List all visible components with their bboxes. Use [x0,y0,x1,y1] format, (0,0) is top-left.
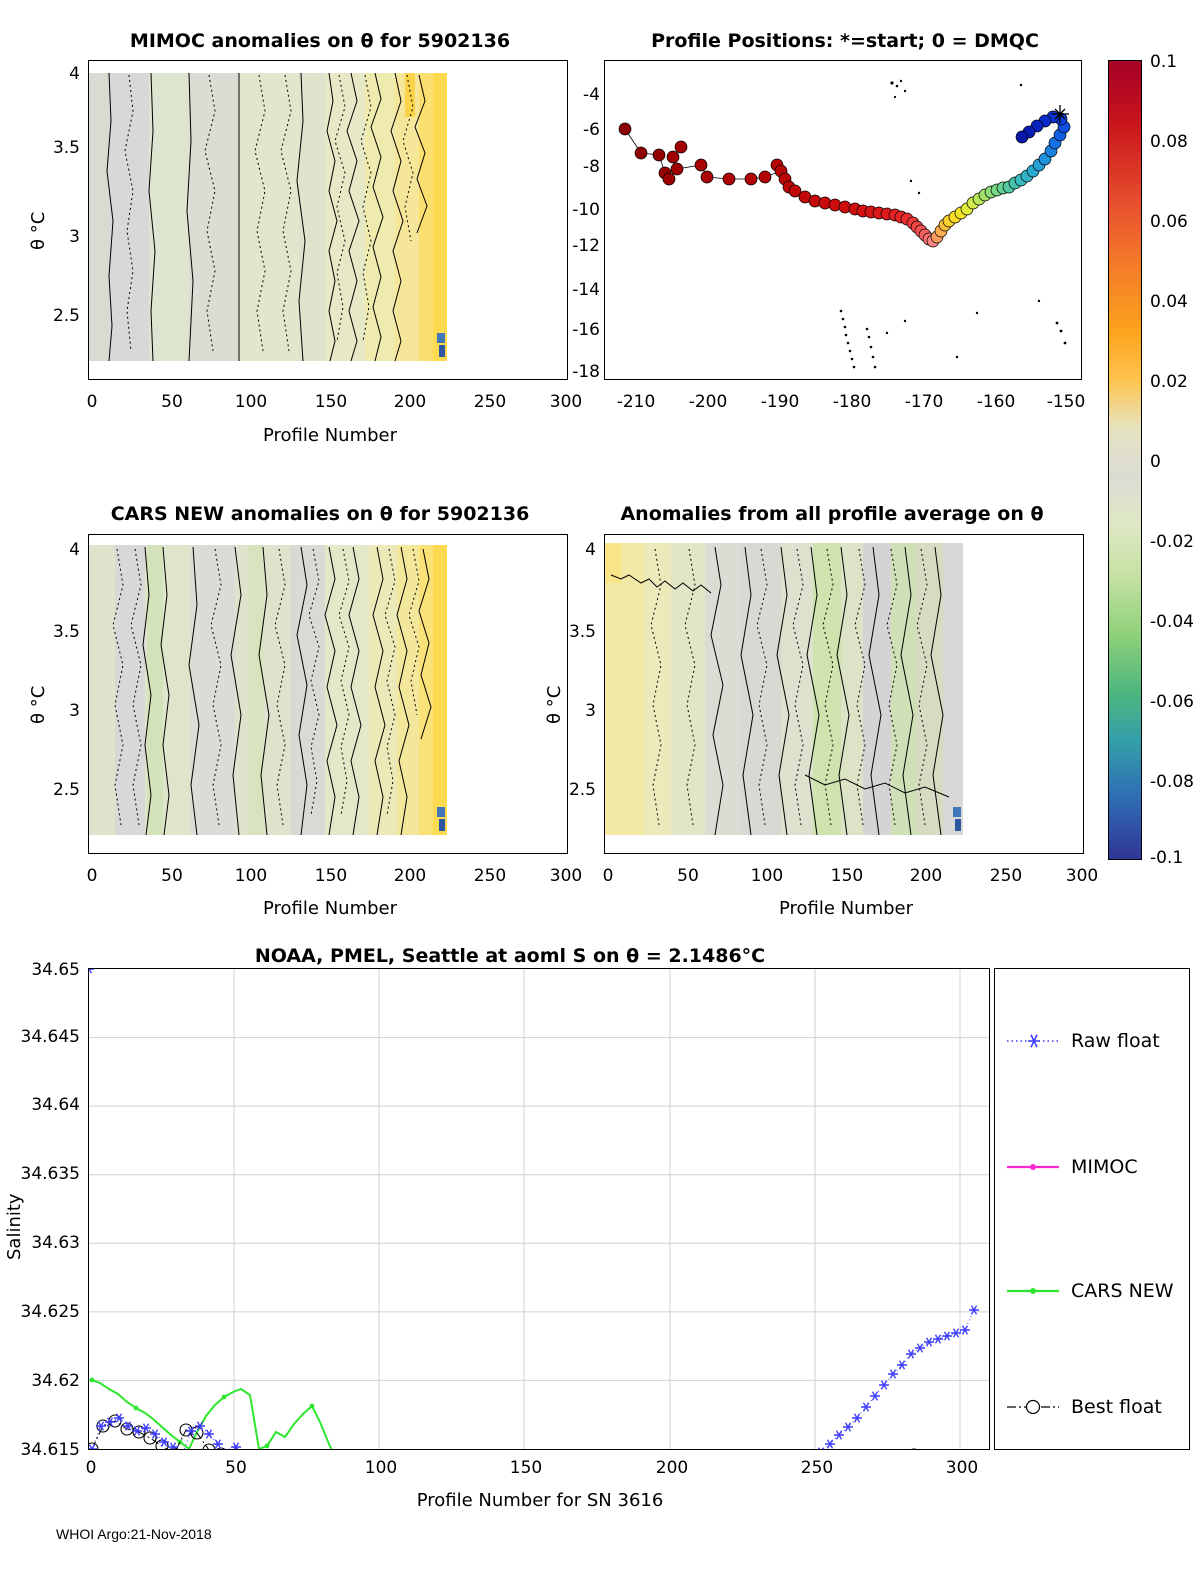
positions-plot-svg [605,61,1081,379]
salinity-ytick-34.62: 34.62 [31,1371,80,1391]
colorbar-tick-0.08: 0.08 [1150,132,1188,152]
cars-xtick-0: 0 [86,866,98,886]
mimoc-ytick-3: 3 [69,227,80,247]
salinity-axes [88,968,990,1450]
cars-xtick-50: 50 [161,866,183,886]
cars-ytick-3.5: 3.5 [52,622,80,642]
colorbar-tick-0.04: 0.04 [1150,292,1188,312]
colorbar-tick--0.02: -0.02 [1150,532,1194,552]
allprof-title: Anomalies from all profile average on θ [620,503,1044,525]
allprof-xtick-50: 50 [677,866,699,886]
positions-axes [604,60,1082,380]
cars-ytick-4: 4 [69,540,80,560]
allprof-xlabel: Profile Number [779,898,913,919]
salinity-ytick-34.615: 34.615 [20,1440,80,1460]
salinity-xlabel: Profile Number for SN 3616 [416,1490,664,1511]
colorbar-tick--0.04: -0.04 [1150,612,1194,632]
colorbar-tick-0.1: 0.1 [1150,52,1178,72]
positions-title: Profile Positions: *=start; 0 = DMQC [651,30,1039,52]
colorbar-gradient [1109,61,1141,859]
allprof-ytick-2.5: 2.5 [568,780,596,800]
mimoc-xtick-200: 200 [393,392,427,412]
salinity-xtick-150: 150 [509,1458,543,1478]
colorbar-tick-0.06: 0.06 [1150,212,1188,232]
positions-ytick--6: -6 [583,120,600,140]
cars-xtick-150: 150 [314,866,348,886]
colorbar-tick--0.1: -0.1 [1150,848,1184,868]
cars-ylabel: θ °C [28,685,49,724]
allprof-plot-svg [605,535,1083,853]
allprof-ytick-3.5: 3.5 [568,622,596,642]
legend-label-raw-float: Raw float [1071,1030,1160,1052]
allprof-ytick-4: 4 [585,540,596,560]
mimoc-plot-svg [89,61,567,379]
colorbar-tick-0: 0 [1150,452,1161,472]
positions-xtick--200: -200 [688,392,728,412]
positions-xtick--160: -160 [976,392,1016,412]
positions-xtick--170: -170 [904,392,944,412]
cars-axes [88,534,568,854]
mimoc-ytick-3.5: 3.5 [52,138,80,158]
positions-ytick--10: -10 [572,200,600,220]
colorbar-tick--0.06: -0.06 [1150,692,1194,712]
salinity-xtick-300: 300 [945,1458,979,1478]
cars-plot-svg [89,535,567,853]
mimoc-xlabel: Profile Number [263,425,397,446]
legend-label-mimoc: MIMOC [1071,1156,1138,1178]
salinity-legend [994,968,1190,1450]
colorbar-tick-0.02: 0.02 [1150,372,1188,392]
positions-ytick--18: -18 [572,362,600,382]
mimoc-axes [88,60,568,380]
legend-label-best-float: Best float [1071,1396,1162,1418]
salinity-xtick-50: 50 [225,1458,247,1478]
mimoc-ylabel: θ °C [28,211,49,250]
salinity-ylabel: Salinity [4,1193,25,1260]
cars-xtick-250: 250 [473,866,507,886]
allprof-xtick-300: 300 [1065,866,1099,886]
salinity-ytick-34.63: 34.63 [31,1233,80,1253]
cars-xtick-100: 100 [234,866,268,886]
salinity-ytick-34.64: 34.64 [31,1095,80,1115]
allprof-ytick-3: 3 [585,701,596,721]
cars-ytick-3: 3 [69,701,80,721]
mimoc-xtick-50: 50 [161,392,183,412]
salinity-plot-svg [89,969,989,1449]
mimoc-xtick-250: 250 [473,392,507,412]
salinity-xtick-0: 0 [85,1458,97,1478]
legend-label-cars-new: CARS NEW [1071,1280,1174,1302]
salinity-ytick-34.645: 34.645 [20,1027,80,1047]
allprof-axes [604,534,1084,854]
allprof-xtick-200: 200 [909,866,943,886]
cars-xtick-300: 300 [549,866,583,886]
footer-credit: WHOI Argo:21-Nov-2018 [56,1526,212,1542]
salinity-ytick-34.65: 34.65 [31,960,80,980]
allprof-xtick-250: 250 [989,866,1023,886]
allprof-xtick-150: 150 [830,866,864,886]
positions-ytick--14: -14 [572,280,600,300]
cars-xtick-200: 200 [393,866,427,886]
salinity-xtick-100: 100 [364,1458,398,1478]
mimoc-xtick-100: 100 [234,392,268,412]
allprof-xtick-0: 0 [602,866,614,886]
positions-xtick--190: -190 [760,392,800,412]
positions-ytick--8: -8 [583,157,600,177]
allprof-ylabel: θ °C [544,685,565,724]
cars-title: CARS NEW anomalies on θ for 5902136 [110,503,530,525]
cars-xlabel: Profile Number [263,898,397,919]
positions-xtick--150: -150 [1046,392,1086,412]
mimoc-xtick-0: 0 [86,392,98,412]
salinity-ytick-34.635: 34.635 [20,1164,80,1184]
mimoc-title: MIMOC anomalies on θ for 5902136 [129,30,511,52]
mimoc-ytick-4: 4 [69,64,80,84]
salinity-title: NOAA, PMEL, Seattle at aoml S on θ = 2.1486°C [254,945,766,967]
salinity-ytick-34.625: 34.625 [20,1302,80,1322]
colorbar-tick--0.08: -0.08 [1150,772,1194,792]
positions-ytick--4: -4 [583,85,600,105]
positions-ytick--12: -12 [572,236,600,256]
mimoc-xtick-150: 150 [314,392,348,412]
positions-xtick--180: -180 [832,392,872,412]
mimoc-xtick-300: 300 [549,392,583,412]
cars-ytick-2.5: 2.5 [52,780,80,800]
mimoc-ytick-2.5: 2.5 [52,306,80,326]
positions-ytick--16: -16 [572,320,600,340]
salinity-xtick-250: 250 [800,1458,834,1478]
positions-xtick--210: -210 [616,392,656,412]
allprof-xtick-100: 100 [750,866,784,886]
salinity-xtick-200: 200 [655,1458,689,1478]
